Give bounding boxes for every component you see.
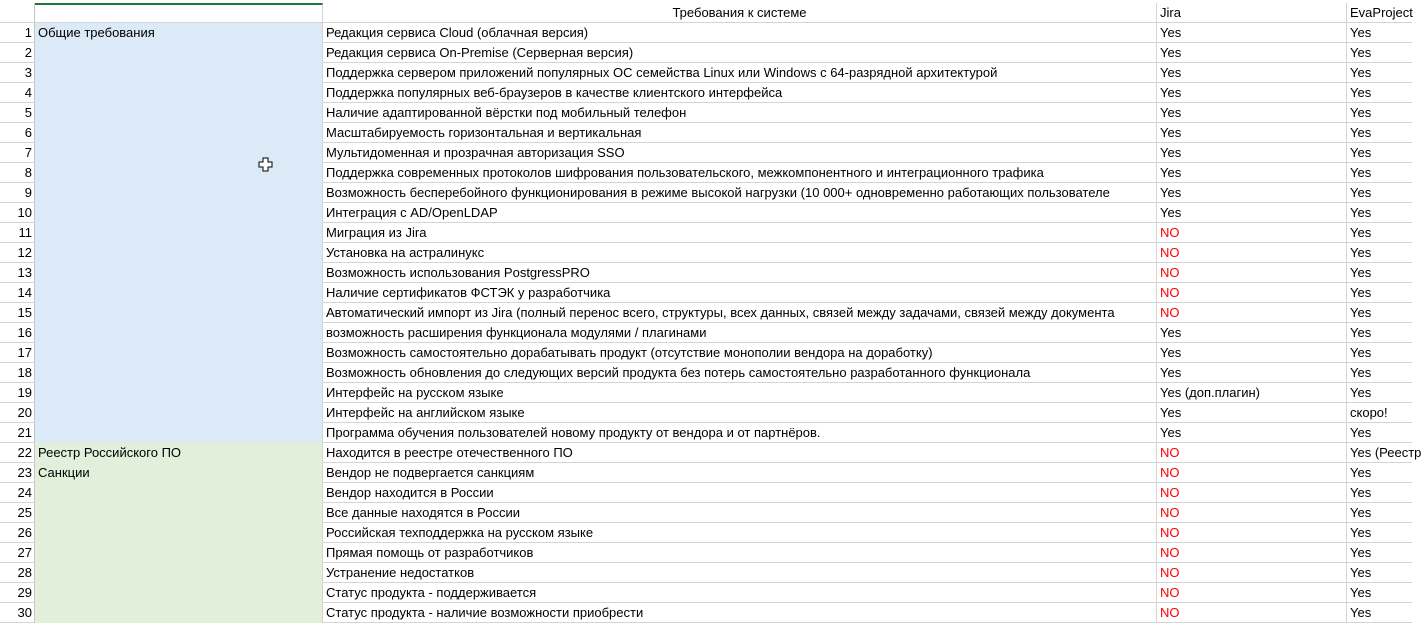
jira-value-cell[interactable]: NO: [1157, 503, 1347, 523]
table-row: [0, 443, 1421, 463]
row-number[interactable]: 19: [0, 383, 35, 403]
jira-value-cell[interactable]: NO: [1157, 603, 1347, 623]
eva-value-cell[interactable]: Yes: [1347, 503, 1412, 523]
requirement-cell[interactable]: Все данные находятся в России: [323, 503, 1157, 523]
eva-value-cell[interactable]: Yes: [1347, 463, 1412, 483]
header-row: [0, 3, 1412, 23]
eva-value-cell[interactable]: Yes: [1347, 83, 1412, 103]
requirement-cell[interactable]: Возможность использования PostgressPRO: [323, 263, 1157, 283]
requirement-cell[interactable]: Статус продукта - поддерживается: [323, 583, 1157, 603]
eva-value-cell[interactable]: Yes: [1347, 323, 1412, 343]
category-cell[interactable]: [35, 203, 323, 223]
category-cell[interactable]: [35, 343, 323, 363]
requirement-cell[interactable]: Интеграция с AD/OpenLDAP: [323, 203, 1157, 223]
eva-value-cell[interactable]: Yes: [1347, 343, 1412, 363]
eva-value-cell[interactable]: Yes: [1347, 123, 1412, 143]
row-number[interactable]: 14: [0, 283, 35, 303]
row-number[interactable]: 26: [0, 523, 35, 543]
requirement-cell[interactable]: Редакция сервиса On-Premise (Серверная версия): [323, 43, 1157, 63]
table-row: [0, 523, 1412, 543]
table-row: [0, 243, 1412, 263]
jira-value-cell[interactable]: Yes: [1157, 63, 1347, 83]
category-cell[interactable]: [35, 263, 323, 283]
row-number[interactable]: 8: [0, 163, 35, 183]
category-cell[interactable]: [35, 183, 323, 203]
requirement-cell[interactable]: Автоматический импорт из Jira (полный перенос всего, структуры, всех данных, связей между задачами, связей между документа: [323, 303, 1157, 323]
jira-value-cell[interactable]: Yes: [1157, 123, 1347, 143]
row-number[interactable]: 11: [0, 223, 35, 243]
row-number[interactable]: 27: [0, 543, 35, 563]
jira-value-cell[interactable]: NO: [1157, 583, 1347, 603]
category-cell[interactable]: [35, 543, 323, 563]
eva-value-cell[interactable]: Yes: [1347, 523, 1412, 543]
eva-value-cell[interactable]: Yes: [1347, 383, 1412, 403]
category-cell[interactable]: [35, 103, 323, 123]
category-cell[interactable]: [35, 123, 323, 143]
requirement-cell[interactable]: Вендор находится в России: [323, 483, 1157, 503]
table-row: [0, 263, 1412, 283]
eva-value-cell[interactable]: Yes: [1347, 563, 1412, 583]
eva-value-cell[interactable]: Yes: [1347, 143, 1412, 163]
row-number[interactable]: 23: [0, 463, 35, 483]
requirement-cell[interactable]: Интерфейс на английском языке: [323, 403, 1157, 423]
eva-value-cell[interactable]: Yes (Реестр: [1347, 443, 1412, 463]
jira-value-cell[interactable]: NO: [1157, 263, 1347, 283]
header-jira[interactable]: Jira: [1157, 3, 1347, 23]
jira-value-cell[interactable]: Yes: [1157, 363, 1347, 383]
eva-value-cell[interactable]: Yes: [1347, 243, 1412, 263]
requirement-cell[interactable]: Устранение недостатков: [323, 563, 1157, 583]
row-number[interactable]: 24: [0, 483, 35, 503]
jira-value-cell[interactable]: Yes (доп.плагин): [1157, 383, 1347, 403]
requirement-cell[interactable]: Программа обучения пользователей новому продукту от вендора и от партнёров.: [323, 423, 1157, 443]
eva-value-cell[interactable]: Yes: [1347, 543, 1412, 563]
table-row: [0, 543, 1412, 563]
table-row: [0, 563, 1412, 583]
table-row: [0, 383, 1412, 403]
category-cell[interactable]: Общие требования: [35, 23, 323, 43]
category-cell[interactable]: [35, 563, 323, 583]
jira-value-cell[interactable]: NO: [1157, 283, 1347, 303]
row-number[interactable]: 13: [0, 263, 35, 283]
category-cell[interactable]: [35, 423, 323, 443]
table-row: [0, 423, 1412, 443]
category-cell[interactable]: Реестр Российского ПО: [35, 443, 323, 463]
row-number[interactable]: 1: [0, 23, 35, 43]
table-row: [0, 343, 1412, 363]
jira-value-cell[interactable]: Yes: [1157, 43, 1347, 63]
eva-value-cell[interactable]: Yes: [1347, 63, 1412, 83]
eva-value-cell[interactable]: скоро!: [1347, 403, 1412, 423]
jira-value-cell[interactable]: NO: [1157, 243, 1347, 263]
row-number[interactable]: 15: [0, 303, 35, 323]
row-number[interactable]: 25: [0, 503, 35, 523]
category-cell[interactable]: [35, 383, 323, 403]
jira-value-cell[interactable]: Yes: [1157, 23, 1347, 43]
category-cell[interactable]: [35, 403, 323, 423]
table-row: [0, 103, 1412, 123]
row-number[interactable]: 9: [0, 183, 35, 203]
eva-value-cell[interactable]: Yes: [1347, 263, 1412, 283]
jira-value-cell[interactable]: Yes: [1157, 323, 1347, 343]
row-number[interactable]: 17: [0, 343, 35, 363]
table-row: [0, 143, 1412, 163]
eva-value-cell[interactable]: Yes: [1347, 223, 1412, 243]
requirement-cell[interactable]: возможность расширения функционала модулями / плагинами: [323, 323, 1157, 343]
eva-value-cell[interactable]: Yes: [1347, 103, 1412, 123]
row-number[interactable]: 18: [0, 363, 35, 383]
requirement-cell[interactable]: Прямая помощь от разработчиков: [323, 543, 1157, 563]
jira-value-cell[interactable]: NO: [1157, 443, 1347, 463]
category-cell[interactable]: [35, 583, 323, 603]
category-cell[interactable]: [35, 283, 323, 303]
row-number[interactable]: 5: [0, 103, 35, 123]
requirement-cell[interactable]: Российская техподдержка на русском языке: [323, 523, 1157, 543]
jira-value-cell[interactable]: NO: [1157, 543, 1347, 563]
requirement-cell[interactable]: Поддержка сервером приложений популярных ОС семейства Linux или Windows с 64-разрядной архитектурой: [323, 63, 1157, 83]
category-cell[interactable]: Санкции: [35, 463, 323, 483]
category-cell[interactable]: [35, 603, 323, 623]
category-cell[interactable]: [35, 503, 323, 523]
jira-value-cell[interactable]: Yes: [1157, 183, 1347, 203]
row-number[interactable]: 29: [0, 583, 35, 603]
eva-value-cell[interactable]: Yes: [1347, 43, 1412, 63]
jira-value-cell[interactable]: Yes: [1157, 423, 1347, 443]
eva-value-cell[interactable]: Yes: [1347, 603, 1412, 623]
requirement-cell[interactable]: Редакция сервиса Cloud (облачная версия): [323, 23, 1157, 43]
table-row: [0, 163, 1412, 183]
requirement-cell[interactable]: Возможность самостоятельно дорабатывать продукт (отсутствие монополии вендора на доработку): [323, 343, 1157, 363]
jira-value-cell[interactable]: Yes: [1157, 343, 1347, 363]
eva-value-cell[interactable]: Yes: [1347, 183, 1412, 203]
eva-value-cell[interactable]: Yes: [1347, 283, 1412, 303]
table-row: [0, 503, 1412, 523]
row-number[interactable]: 20: [0, 403, 35, 423]
category-cell[interactable]: [35, 523, 323, 543]
eva-value-cell[interactable]: Yes: [1347, 583, 1412, 603]
jira-value-cell[interactable]: Yes: [1157, 203, 1347, 223]
category-cell[interactable]: [35, 63, 323, 83]
header-requirements[interactable]: Требования к системе: [323, 3, 1157, 23]
category-cell[interactable]: [35, 83, 323, 103]
eva-value-cell[interactable]: Yes: [1347, 423, 1412, 443]
row-number[interactable]: 3: [0, 63, 35, 83]
category-cell[interactable]: [35, 43, 323, 63]
eva-value-cell[interactable]: Yes: [1347, 303, 1412, 323]
row-number[interactable]: 6: [0, 123, 35, 143]
table-row: [0, 303, 1412, 323]
row-number[interactable]: 10: [0, 203, 35, 223]
corner-cell[interactable]: [0, 3, 35, 23]
requirement-cell[interactable]: Миграция из Jira: [323, 223, 1157, 243]
requirement-cell[interactable]: Возможность бесперебойного функционирования в режиме высокой нагрузки (10 000+ одновременно работающих пользователе: [323, 183, 1157, 203]
category-cell[interactable]: [35, 363, 323, 383]
table-row: [0, 223, 1412, 243]
jira-value-cell[interactable]: NO: [1157, 223, 1347, 243]
jira-value-cell[interactable]: NO: [1157, 303, 1347, 323]
requirement-cell[interactable]: Наличие адаптированной вёрстки под мобильный телефон: [323, 103, 1157, 123]
row-number[interactable]: 12: [0, 243, 35, 263]
table-row: [0, 83, 1412, 103]
requirement-cell[interactable]: Масштабируемость горизонтальная и вертикальная: [323, 123, 1157, 143]
eva-value-cell[interactable]: Yes: [1347, 483, 1412, 503]
jira-value-cell[interactable]: NO: [1157, 523, 1347, 543]
row-number[interactable]: 22: [0, 443, 35, 463]
requirement-cell[interactable]: Интерфейс на русском языке: [323, 383, 1157, 403]
row-number[interactable]: 28: [0, 563, 35, 583]
jira-value-cell[interactable]: NO: [1157, 463, 1347, 483]
eva-value-cell[interactable]: Yes: [1347, 363, 1412, 383]
jira-value-cell[interactable]: Yes: [1157, 163, 1347, 183]
requirement-cell[interactable]: Вендор не подвергается санкциям: [323, 463, 1157, 483]
table-row: [0, 183, 1412, 203]
requirement-cell[interactable]: Статус продукта - наличие возможности приобрести: [323, 603, 1157, 623]
table-row: [0, 583, 1412, 603]
row-number[interactable]: 30: [0, 603, 35, 623]
row-number[interactable]: 4: [0, 83, 35, 103]
category-cell[interactable]: [35, 243, 323, 263]
category-cell[interactable]: [35, 163, 323, 183]
table-row: [0, 323, 1412, 343]
table-row: [0, 463, 1412, 483]
row-number[interactable]: 16: [0, 323, 35, 343]
eva-value-cell[interactable]: Yes: [1347, 163, 1412, 183]
row-number[interactable]: 21: [0, 423, 35, 443]
table-row: [0, 603, 1412, 623]
jira-value-cell[interactable]: Yes: [1157, 103, 1347, 123]
category-cell[interactable]: [35, 143, 323, 163]
row-number[interactable]: 2: [0, 43, 35, 63]
requirement-cell[interactable]: Возможность обновления до следующих версий продукта без потерь самостоятельно разработанного функционала: [323, 363, 1157, 383]
table-row: [0, 483, 1412, 503]
row-number[interactable]: 7: [0, 143, 35, 163]
requirement-cell[interactable]: Поддержка популярных веб-браузеров в качестве клиентского интерфейса: [323, 83, 1157, 103]
table-row: [0, 63, 1412, 83]
requirement-cell[interactable]: Поддержка современных протоколов шифрования пользовательского, межкомпонентного и интеграционного трафика: [323, 163, 1157, 183]
requirement-cell[interactable]: Находится в реестре отечественного ПО: [323, 443, 1157, 463]
cross-cursor-icon: [258, 157, 273, 172]
table-row: [0, 283, 1412, 303]
table-row: [0, 363, 1412, 383]
table-row: [0, 403, 1412, 423]
category-cell[interactable]: [35, 323, 323, 343]
jira-value-cell[interactable]: NO: [1157, 483, 1347, 503]
jira-value-cell[interactable]: NO: [1157, 563, 1347, 583]
requirement-cell[interactable]: Мультидоменная и прозрачная авторизация SSO: [323, 143, 1157, 163]
table-row: [0, 23, 1412, 43]
category-cell[interactable]: [35, 223, 323, 243]
table-row: [0, 43, 1412, 63]
eva-value-cell[interactable]: Yes: [1347, 203, 1412, 223]
table-row: [0, 123, 1412, 143]
eva-value-cell[interactable]: Yes: [1347, 23, 1412, 43]
header-category-cell[interactable]: [35, 3, 323, 23]
table-row: [0, 203, 1412, 223]
header-eva[interactable]: EvaProject: [1347, 3, 1412, 23]
requirement-cell[interactable]: Наличие сертификатов ФСТЭК у разработчика: [323, 283, 1157, 303]
requirement-cell[interactable]: Установка на астралинукс: [323, 243, 1157, 263]
jira-value-cell[interactable]: Yes: [1157, 83, 1347, 103]
jira-value-cell[interactable]: Yes: [1157, 143, 1347, 163]
category-cell[interactable]: [35, 303, 323, 323]
jira-value-cell[interactable]: Yes: [1157, 403, 1347, 423]
category-cell[interactable]: [35, 483, 323, 503]
